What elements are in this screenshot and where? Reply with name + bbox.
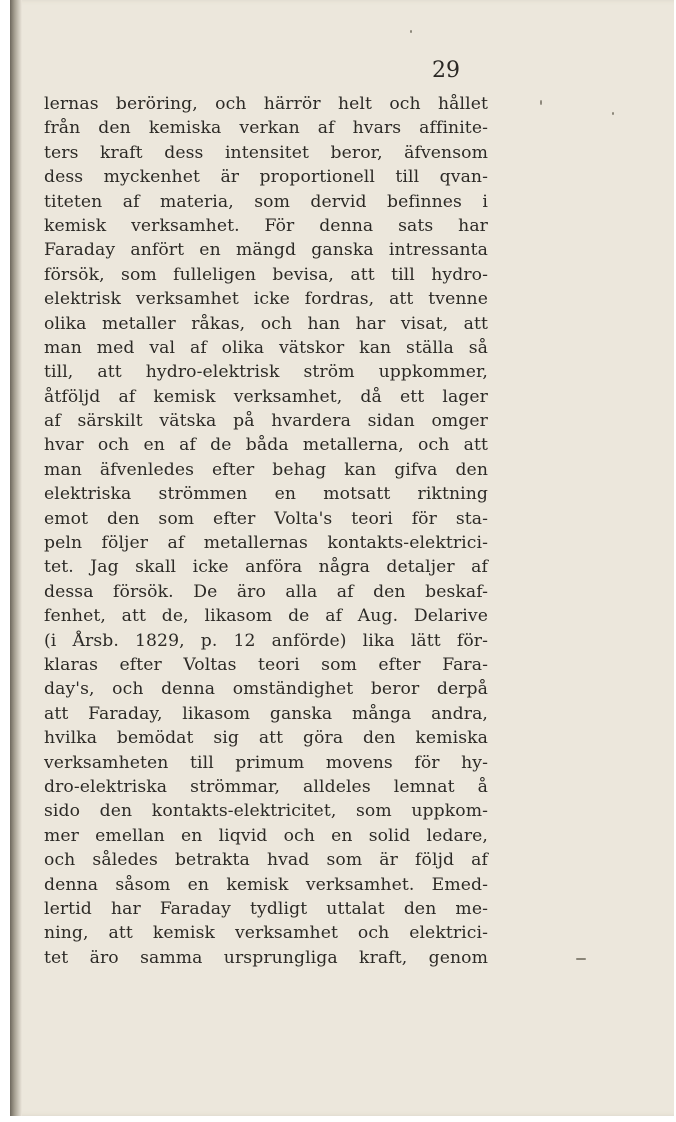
text-line: olika metaller råkas, och han har visat, att (44, 313, 488, 334)
text-line: Faraday anfört en mängd ganska intressanta (44, 240, 488, 261)
page-number: 29 (432, 58, 460, 83)
text-line: lernas beröring, och härrör helt och hållet (44, 94, 488, 114)
text-line: emot den som efter Volta's teori för sta- (44, 508, 488, 529)
text-line: lertid har Faraday tydligt uttalat den me- (44, 898, 488, 919)
text-line: att Faraday, likasom ganska många andra, (44, 703, 488, 724)
text-line: mer emellan en liqvid och en solid ledare, (44, 825, 488, 846)
text-line: ters kraft dess intensitet beror, äfvensom (44, 142, 488, 163)
text-line: hvilka bemödat sig att göra den kemiska (44, 728, 488, 749)
text-line: sido den kontakts-elektricitet, som uppkom- (44, 801, 488, 822)
text-line: till, att hydro-elektrisk ström uppkommer, (44, 362, 488, 383)
text-line: försök, som fulleligen bevisa, att till hydro- (44, 264, 488, 285)
paper-speck (576, 958, 586, 960)
text-line: titeten af materia, som dervid befinnes i (44, 191, 488, 212)
text-line: fenhet, att de, likasom de af Aug. Delarive (44, 606, 488, 627)
text-line: och således betrakta hvad som är följd af (44, 850, 488, 871)
text-line: dro-elektriska strömmar, alldeles lemnat å (44, 776, 488, 797)
paper-speck (540, 100, 542, 105)
text-line: day's, och denna omständighet beror derpå (44, 679, 488, 700)
text-line: elektriska strömmen en motsatt riktning (44, 484, 488, 505)
text-line: peln följer af metallernas kontakts-elektrici- (44, 533, 488, 554)
text-line: af särskilt vätska på hvardera sidan omger (44, 411, 488, 432)
page-gutter-shadow (10, 0, 22, 1116)
text-line: verksamheten till primum movens för hy- (44, 752, 488, 773)
text-line: klaras efter Voltas teori som efter Fara- (44, 654, 488, 675)
text-line: dessa försök. De äro alla af den beskaf- (44, 581, 488, 602)
text-line: ning, att kemisk verksamhet och elektrici- (44, 923, 488, 944)
body-text (44, 92, 488, 970)
paper-speck (612, 112, 614, 115)
text-line: tet äro samma ursprungliga kraft, genom (44, 947, 488, 968)
text-line: kemisk verksamhet. För denna sats har (44, 215, 488, 236)
text-line: tet. Jag skall icke anföra några detaljer af (44, 557, 488, 578)
text-line: dess myckenhet är proportionell till qvan- (44, 167, 488, 188)
text-line: denna såsom en kemisk verksamhet. Emed- (44, 874, 488, 895)
text-line: man med val af olika vätskor kan ställa så (44, 337, 488, 358)
text-line: åtföljd af kemisk verksamhet, då ett lager (44, 386, 488, 407)
text-line: från den kemiska verkan af hvars affinite- (44, 118, 488, 139)
text-line: elektrisk verksamhet icke fordras, att tvenne (44, 289, 488, 310)
text-line: (i Årsb. 1829, p. 12 anförde) lika lätt för- (44, 630, 488, 651)
text-line: hvar och en af de båda metallerna, och att (44, 435, 488, 456)
text-line: man äfvenledes efter behag kan gifva den (44, 459, 488, 480)
paper-speck (410, 30, 412, 33)
